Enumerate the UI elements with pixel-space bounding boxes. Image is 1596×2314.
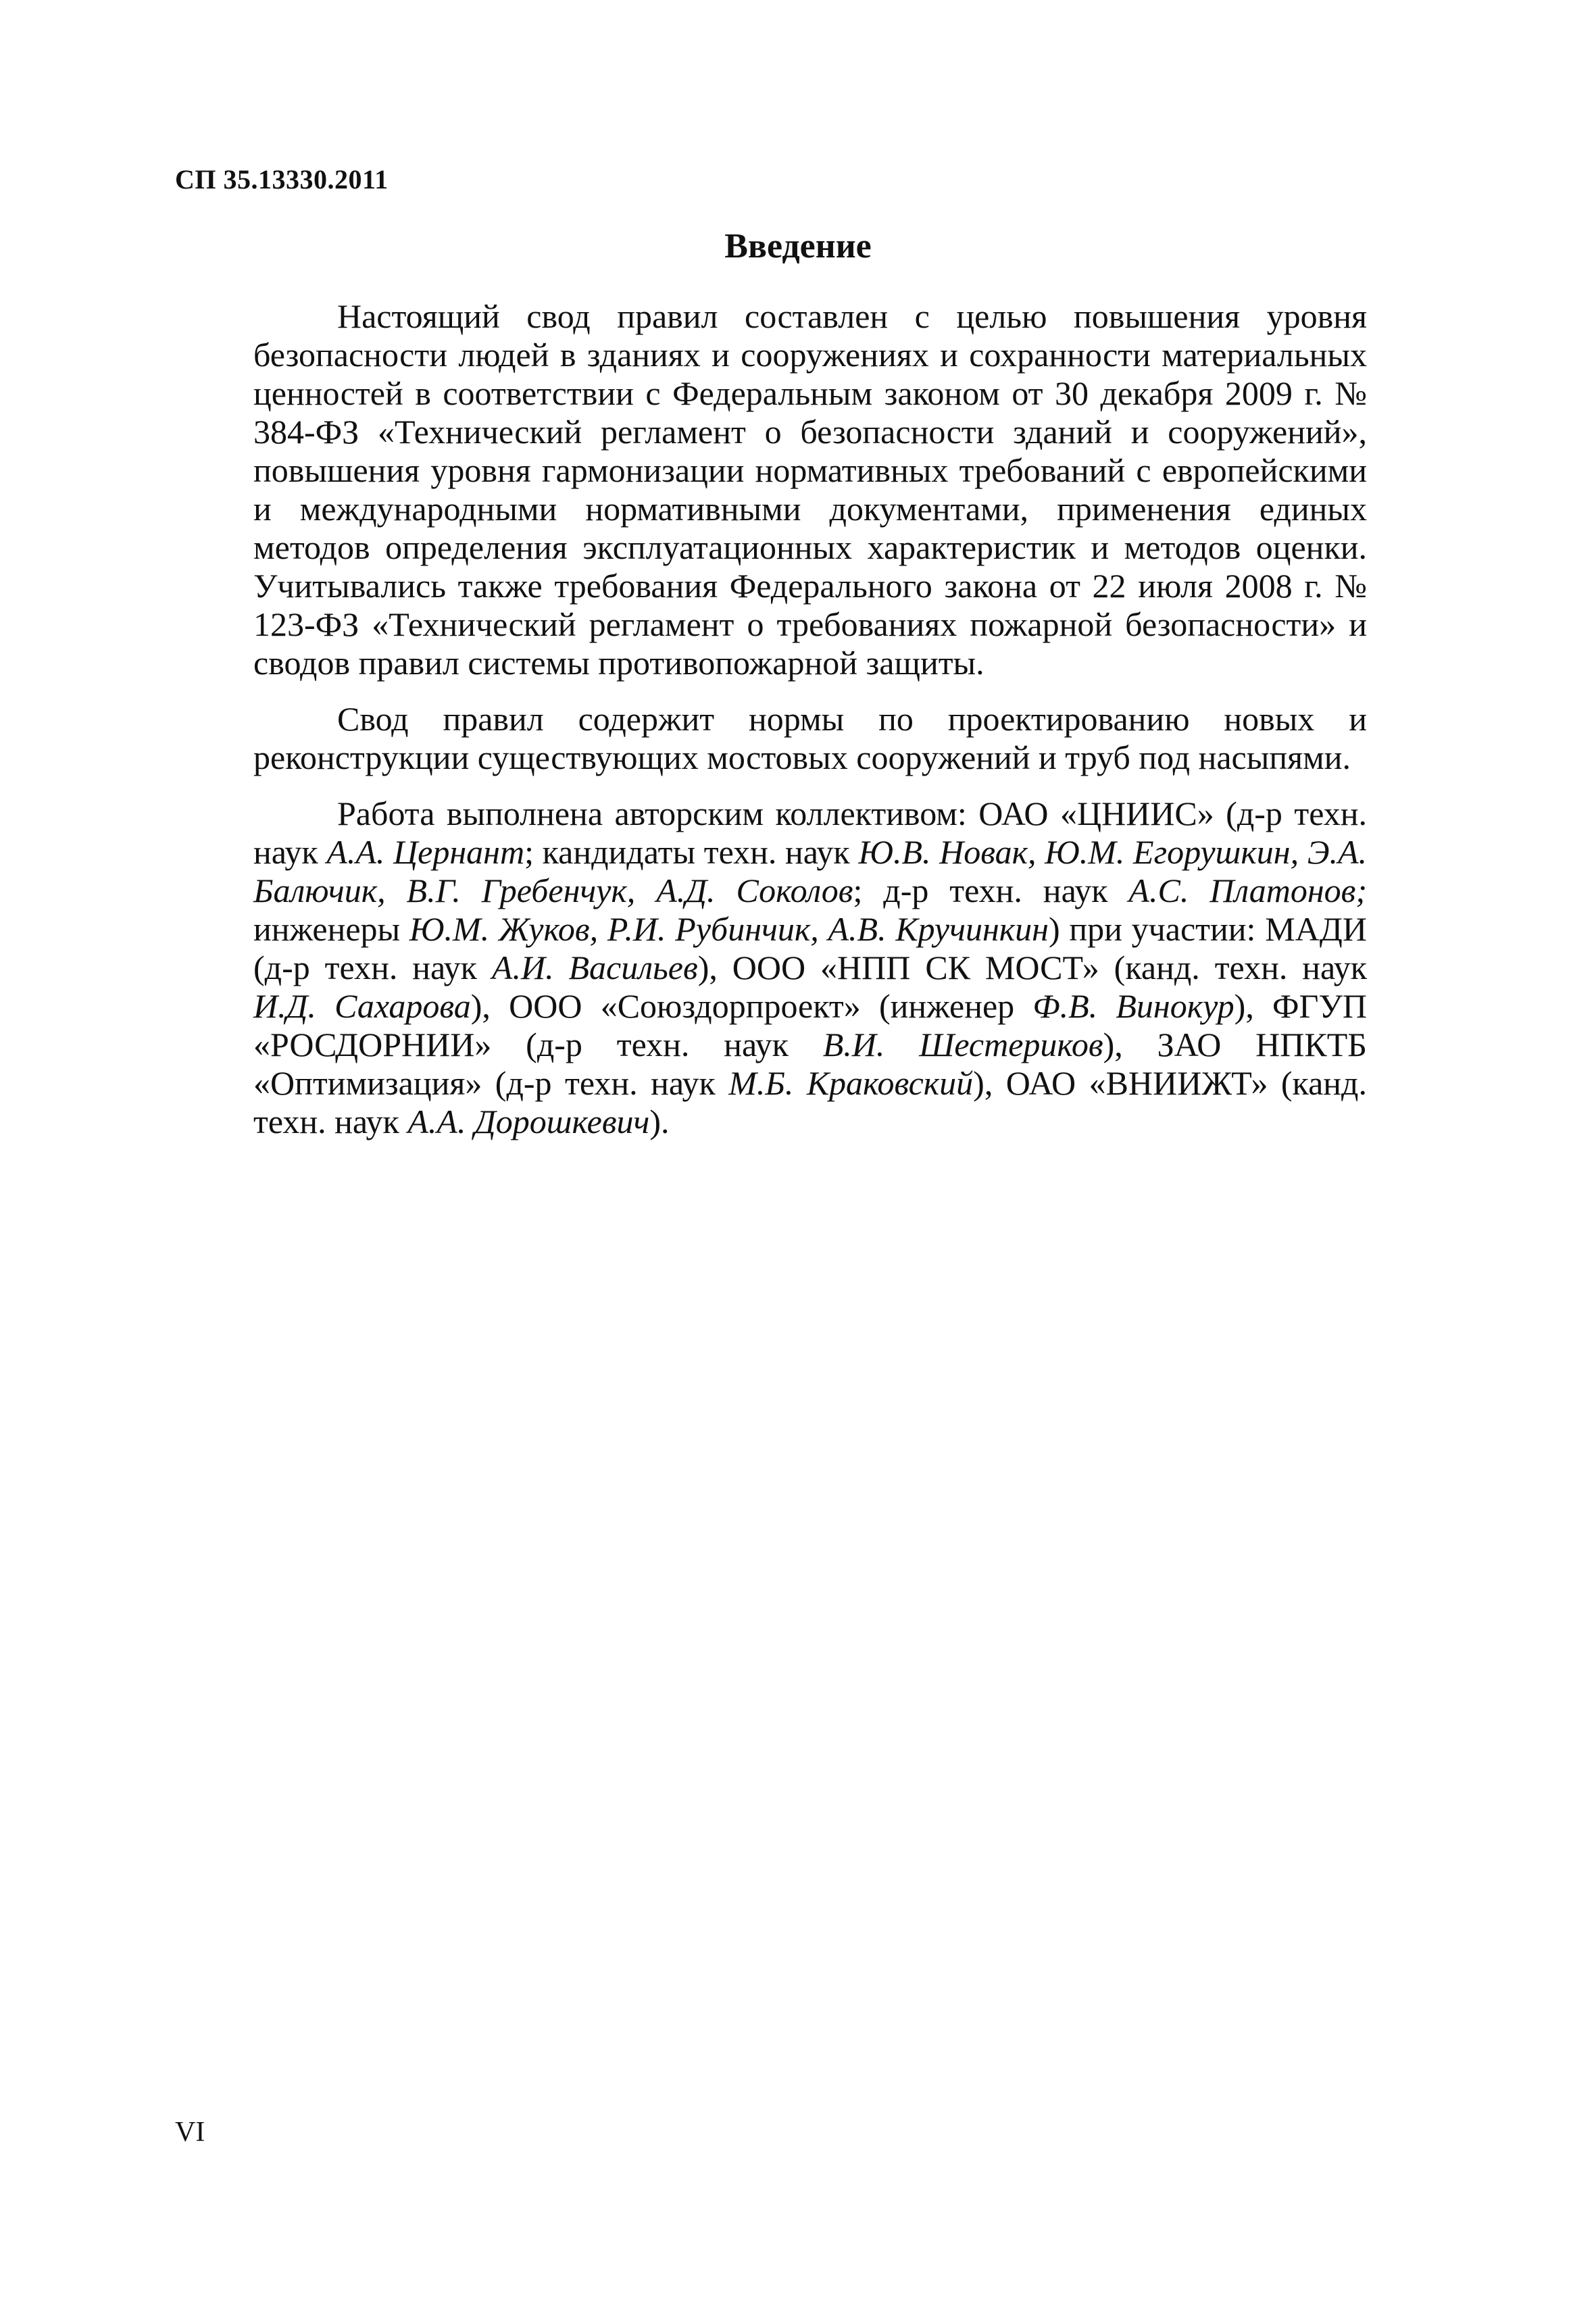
author-name: Ю.В. Новак, Ю.М. Егорушкин, Э.А. Балючик, В.Г. Гребенчук, А.Д. Соколов [253, 833, 1367, 909]
authors-text: ), ФГУП «РОСДОРНИИ» (д-р техн. наук [253, 987, 1367, 1063]
authors-text: ) при участии: МАДИ (д-р техн. наук [253, 910, 1367, 986]
body-text [253, 297, 1367, 1159]
author-name: А.А. Дорошкевич [407, 1103, 650, 1140]
authors-text: ; д-р техн. наук [853, 872, 1129, 909]
author-name: Ю.М. Жуков, Р.И. Рубинчик, А.В. Кручинкин [409, 910, 1049, 948]
document-code: СП 35.13330.2011 [175, 164, 389, 195]
author-name: М.Б. Краковский [728, 1064, 974, 1102]
authors-text: ), ООО «Союздорпроект» (инженер [470, 987, 1033, 1025]
authors-text: ). [649, 1103, 670, 1140]
authors-text: ), ЗАО НПКТБ «Оптимизация» (д-р техн. наук [253, 1026, 1367, 1102]
author-name: А.А. Цернант [326, 833, 525, 871]
authors-text: Работа выполнена авторским коллективом: ОАО «ЦНИИС» (д-р техн. наук [253, 795, 1367, 871]
paragraph-scope: Свод правил содержит нормы по проектированию новых и реконструкции существующих мостовых сооружений и труб под насыпями. [253, 700, 1367, 776]
authors-text: ), ОАО «ВНИИЖТ» (канд. техн. наук [253, 1064, 1367, 1140]
paragraph-purpose: Настоящий свод правил составлен с целью повышения уровня безопасности людей в зданиях и сооружениях и сохранности материальных ценностей в соответствии с Федеральным законом от 30 декабря 2009 г. № 384-ФЗ «Технический регламент о безопасности зданий и сооружений», повышения уровня гармонизации нормативных требований с европейскими и международными нормативными документами, применения единых методов определения эксплуатационных характеристик и методов оценки. Учитывались также требования Федерального закона от 22 июля 2008 г. № 123-ФЗ «Технический регламент о требованиях пожарной безопасности» и сводов правил системы противопожарной защиты. [253, 297, 1367, 682]
author-name: В.И. Шестериков [822, 1026, 1103, 1063]
authors-text: инженеры [253, 910, 409, 948]
author-name: А.И. Васильев [491, 949, 698, 986]
page-title: Введение [724, 227, 872, 266]
author-name: А.С. Платонов; [1128, 872, 1367, 909]
page-number: VI [175, 2117, 205, 2148]
authors-text: ; кандидаты техн. наук [524, 833, 859, 871]
author-name: И.Д. Сахарова [253, 987, 471, 1025]
authors-text: ), ООО «НПП СК МОСТ» (канд. техн. наук [697, 949, 1367, 986]
author-name: Ф.В. Винокур [1032, 987, 1235, 1025]
paragraph-authors [253, 795, 1367, 1141]
